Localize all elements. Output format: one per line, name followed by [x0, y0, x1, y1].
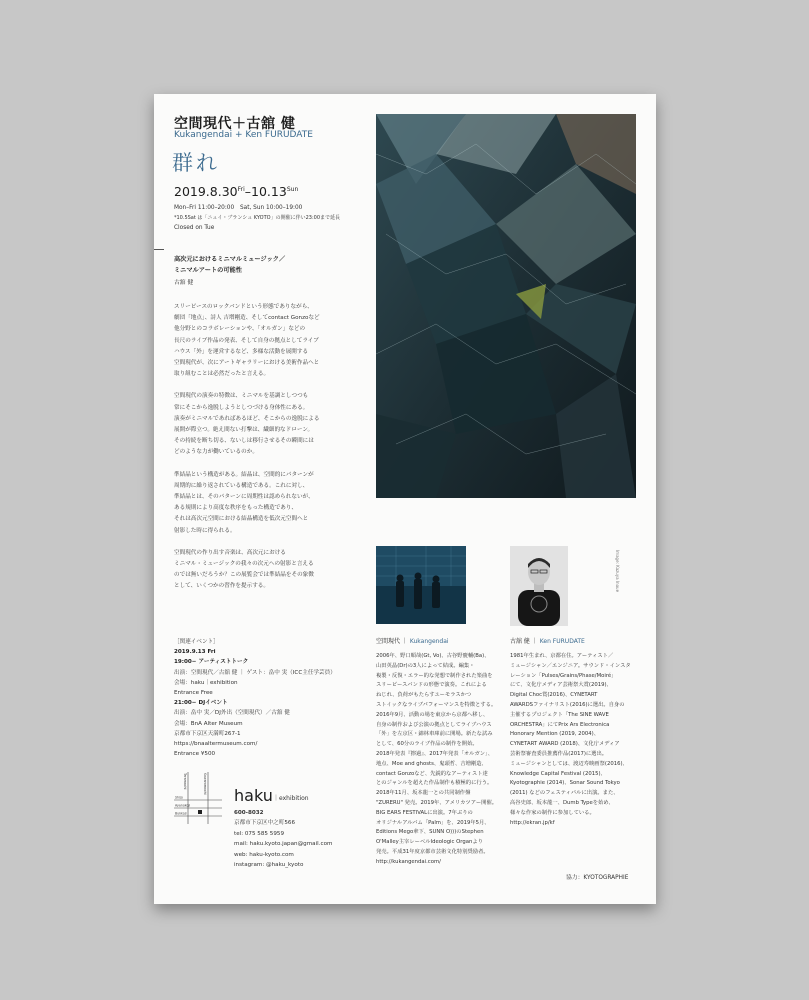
furudate-portrait: [510, 546, 568, 626]
venue-tel: tel: 075 585 5959: [234, 830, 284, 837]
essay-author: 古舘 健: [174, 280, 194, 286]
essay-heading-line2: ミニマルアートの可能性: [174, 267, 242, 274]
dj-url[interactable]: https://bnaaltermuseum.com/: [174, 741, 258, 748]
haku-logo: haku: [234, 786, 273, 805]
events-heading: ［関連イベント］: [174, 639, 219, 645]
map-label-teramachi: Teramachi: [183, 773, 187, 790]
map-label-kawaramachi: Kawaramachi: [203, 773, 207, 795]
essay-body: [174, 302, 374, 604]
furudate-name-en: Ken FURUDATE: [539, 638, 585, 645]
hours-closed: Closed on Tue: [174, 225, 215, 231]
kukangendai-caption: 空間現代 ｜ Kukangendai: [376, 638, 449, 645]
divider: [154, 249, 164, 250]
map-label-bukkoji: Bukkoji: [175, 811, 187, 816]
date-start: 2019.8.30: [174, 184, 238, 199]
artists-en: Kukangendai + Ken FURUDATE: [174, 130, 313, 140]
venue-zip: 600-8032: [234, 810, 264, 816]
talk-fee: Entrance Free: [174, 690, 213, 697]
furudate-caption: 古舘 健 ｜ Ken FURUDATE: [510, 638, 585, 645]
essay-paragraph: 空間現代の演奏の特徴は、ミニマルを基調としつつも 常にそこから逸脱しようとしつづける身体性にある。 演奏がミニマルであればあるほど、そこからの逸脱による 展開が際立つ。絶え間ない打撃は、繊細的なドローン。 その持続を断ち切る、ないしは移行させるその瞬間には どのような力が働いているのか。: [174, 393, 320, 456]
date-end: –10.13: [244, 184, 287, 199]
dj-cast: 出演：畠中 実／DJ外出（空間現代）／古舘 健: [174, 710, 290, 717]
exhibition-dates: [174, 184, 298, 199]
talk-venue: 会場：haku｜exhibition: [174, 679, 238, 686]
haku-logo-sub-text: exhibition: [279, 795, 309, 802]
kukangendai-photo: [376, 546, 466, 624]
venue-map: [174, 770, 222, 824]
furudate-name-ja: 古舘 健: [510, 638, 530, 645]
exhibition-title: 群れ: [172, 151, 220, 175]
kukangendai-name-ja: 空間現代: [376, 638, 401, 645]
venue-mail[interactable]: mail: haku.kyoto.japan@gmail.com: [234, 841, 333, 848]
furudate-bio: 1981年生まれ、京都在住。アーティスト／ ミュージシャン／エンジニア。サウンド・インスタ レーション「Pulses/Grains/Phase/Moiré」 にて、文化庁メディア芸術祭大賞(2019)、 Digital Choc賞(2016)、CYNETART AWARDSファイナリスト(2016)に選出。自身の 主催するプロジェクト「The SINE WAVE ORCHESTRA」にてPrix Ars Electronica Honorary Mention (2019, 2004)、 CYNETART AWARD (2018)、文化庁メディア 芸術祭審査委員推薦作品(2017)に選出。 ミュージシャンとしては、渡辺寿映画祭(2016)、 Knowledge Capital Festival (2015)、 Kyotographie (2014)、Sonar Sound Tokyo (2011) などのフェスティバルに出演。また、 高谷史郎、坂本龍一、Dumb Typeを始め、 様々な作家の制作に参加している。 http://ekran.jp/kf: [510, 653, 631, 826]
venue-instagram[interactable]: instagram: @haku_kyoto: [234, 862, 304, 869]
essay-paragraph: スリーピースのロックバンドという形態でありながら、 劇団「地点」、詩人 吉増剛造、そしてcontact Gonzoなど 他分野とのコラボレーションや、「オルガン」などの 長尺のライブ作品の発表、そして自身の拠点としてライブ ハウス「外」を運営するなど、多様な活動を展開する 空間現代が、次にアートギャラリーにおける美術作品へと 取り組むことは必然だったと言える。: [174, 304, 320, 378]
map-label-shijo: Shijo: [175, 795, 183, 800]
essay-heading-line1: 高次元におけるミニマルミュージック／: [174, 256, 286, 263]
image-credit: Image: Kazuya Inoue: [615, 550, 620, 593]
event-date: 2019.9.13 Fri: [174, 649, 216, 656]
hours-weekly: Mon–Fri 11:00–20:00 Sat, Sun 10:00–19:00: [174, 205, 303, 211]
dj-fee: Entrance ¥500: [174, 751, 216, 758]
essay-paragraph: 準結晶という構造がある。結晶は、空間的にパターンが 周期的に繰り返されている構造である。これに対し、 準結晶とは、そのパターンに周期性は認められないが、 ある規則により高度な秩序をもった構造であり、 それは高次元空間における結晶構造を低次元空間へと 射影した時に得られる。: [174, 471, 314, 534]
venue-address: 京都市下京区中之町566: [234, 820, 296, 827]
dj-time: 21:00− DJイベント: [174, 700, 228, 707]
artists-ja: 空間現代＋古舘 健: [174, 116, 296, 132]
cooperation-credit: 協力：KYOTOGRAPHIE: [566, 875, 629, 881]
dj-address: 京都市下京区天満町267-1: [174, 730, 241, 737]
opening-hours: [174, 203, 389, 233]
haku-logo-sub: ｜exhibition: [273, 795, 309, 802]
talk-time: 19:00− アーティストトーク: [174, 659, 249, 666]
essay-paragraph: 空間現代の作り出す音楽は、高次元における ミニマル・ミュージックの我々の次元への射影と言える のでは無いだろうか？この展覧会では準結晶をその象徴 として、いくつかの習作を提示する。: [174, 549, 314, 590]
venue-contact: [234, 808, 332, 870]
related-events: [174, 637, 394, 759]
dj-venue: 会場：BnA Alter Museum: [174, 720, 243, 727]
essay-heading: [174, 254, 285, 276]
exhibition-flyer: [154, 94, 656, 904]
hours-note: *10.5Sat は「ニュイ・ブランシュ KYOTO」の開催に伴い23:00まで延長: [174, 215, 341, 221]
venue-web[interactable]: web: haku-kyoto.com: [234, 851, 294, 858]
venue-marker: [198, 810, 202, 814]
kukangendai-name-en: Kukangendai: [409, 638, 449, 645]
kukangendai-bio: 2006年、野口順哉(Gt, Vo)、古谷野慶輔(Ba)、 山田英晶(Dr)の3人によって結成。編集・ 複製・反復・エラー的な発想で制作された楽曲を スリーピースバンドの形態で演奏。これによる ねじれ、負荷がもたらすユーモラスかつ ストイックなライブパフォーマンスを特徴とする。 2016年9月、活動の場を東京から京都へ移し、 自身の制作および公演の拠点としてライブハウス 「外」を左京区・錦林車庫前に開場。新たな試み として、60分のライブ作品の制作を開始。 2018年発表『擦過』、2017年発表「オルガン」、 地点、Moe and ghosts、鬼頭哲、吉増剛造、 contact Gonzoなど、先鋭的なアーティスト達 とのジャンルを超えた作品制作も積極的に行う。 2018年11月、坂本龍一との共同制作盤 "ZURERU" 発売。2019年、アメリカツアー開催。 BIG EARS FESTIVALに出演。7年ぶりの オリジナルアルバム「Palm」を、2019年5月、 Editions Mego傘下、SUNN O)))のStephen O'Malley主宰レーベルIdeologic Organより 発売。平成31年度京都市芸術文化特別奨励者。 http://kukangendai.com/: [376, 653, 498, 865]
hero-artwork-image: [376, 114, 636, 498]
talk-cast: 出演：空間現代／古舘 健 ｜ ゲスト：畠中 実（ICC主任学芸員）: [174, 669, 336, 676]
date-start-day: Fri: [237, 185, 245, 193]
map-label-ayanokoji: Ayanokoji: [175, 803, 191, 808]
date-end-day: Sun: [286, 185, 299, 193]
